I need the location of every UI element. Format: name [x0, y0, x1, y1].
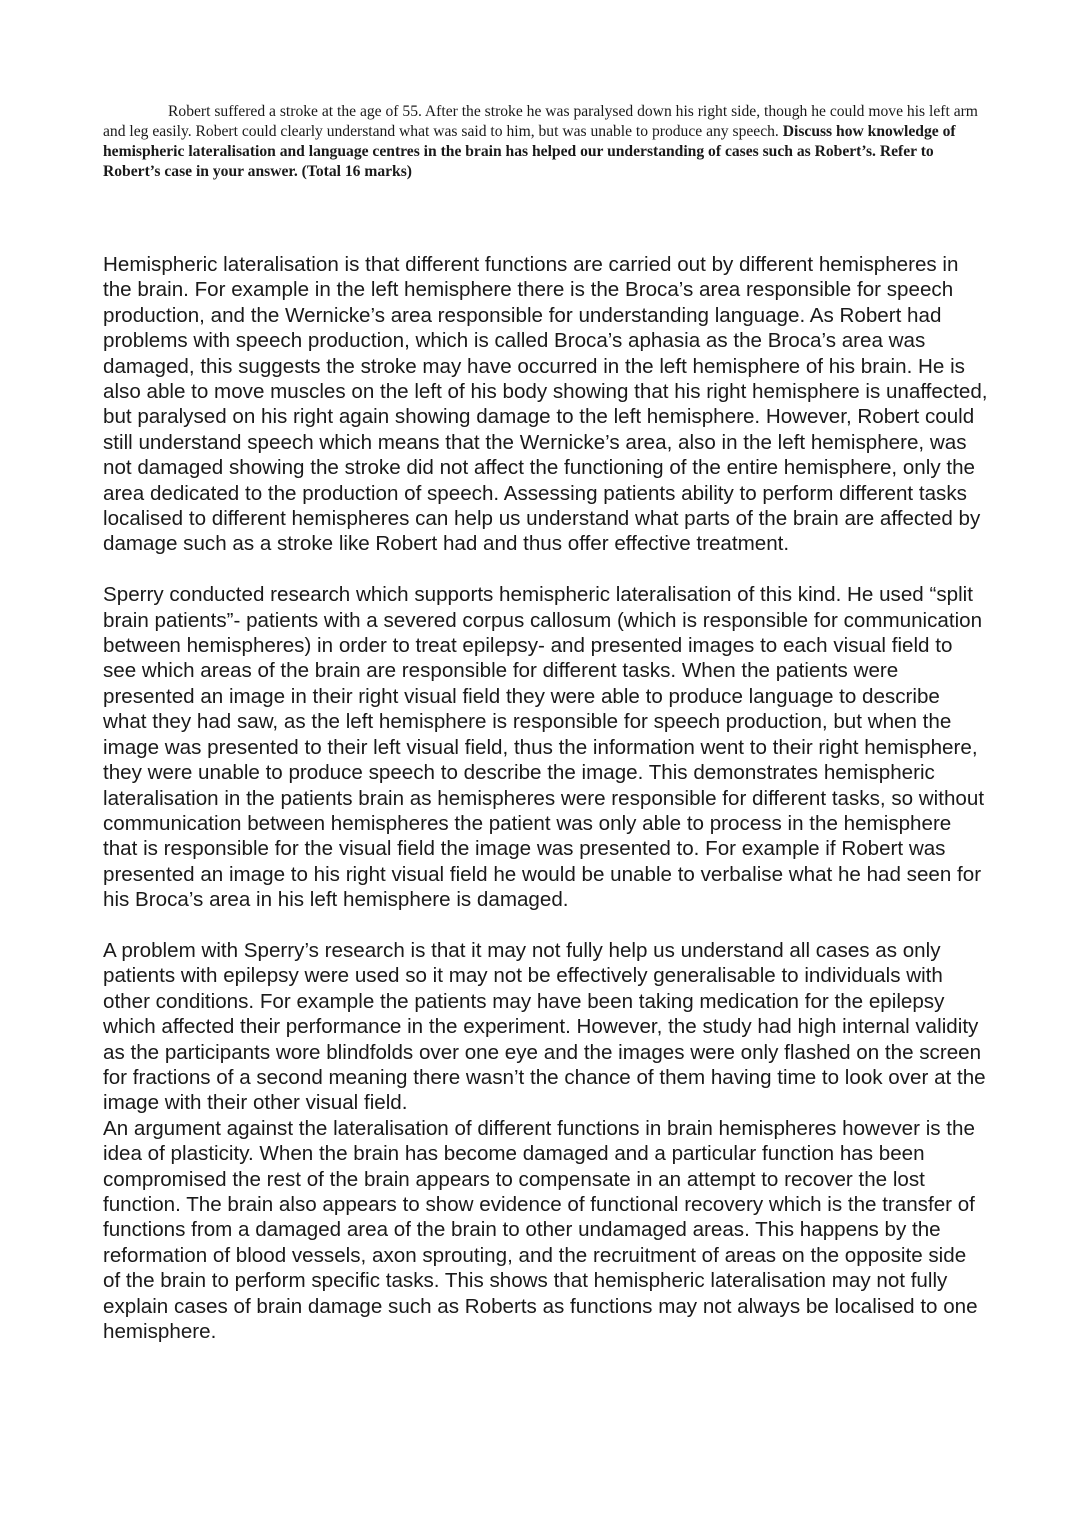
- exam-question: [103, 102, 983, 182]
- answer-paragraph-1: Hemispheric lateralisation is that different functions are carried out by different hemispheres in the brain. For example in the left hemisphere there is the Broca’s area responsible for speech production, and the Wernicke’s area responsible for understanding language. As Robert had problems with speech production, which is called Broca’s aphasia as the Broca’s area was damaged, this suggests the stroke may have occurred in the left hemisphere of his brain. He is also able to move muscles on the left of his body showing that his right hemisphere is unaffected, but paralysed on his right again showing damage to the left hemisphere. However, Robert could still understand speech which means that the Wernicke’s area, also in the left hemisphere, was not damaged showing the stroke did not affect the functioning of the entire hemisphere, only the area dedicated to the production of speech. Assessing patients ability to perform different tasks localised to different hemispheres can help us understand what parts of the brain are affected by damage such as a stroke like Robert had and thus offer effective treatment.: [103, 253, 988, 556]
- question-task: Discuss how knowledge of hemispheric lateralisation and language centres in the brain has helped our understanding of cases such as Robert’s. Refer to Robert’s case in your answer. (Total 16 marks): [103, 123, 956, 180]
- answer-paragraph-3: A problem with Sperry’s research is that it may not fully help us understand all cases as only patients with epilepsy were used so it may not be effectively generalisable to individuals with other conditions. For example the patients may have been taking medication for the epilepsy which affected their performance in the experiment. However, the study had high internal validity as the participants wore blindfolds over one eye and the images were only flashed on the screen for fractions of a second meaning there wasn’t the chance of them having time to look over at the image with their other visual field.: [103, 938, 986, 1115]
- answer-paragraph-4: An argument against the lateralisation of different functions in brain hemispheres however is the idea of plasticity. When the brain has become damaged and a particular function has been compromised the rest of the brain appears to compensate in an attempt to recover the lost function. The brain also appears to show evidence of functional recovery which is the transfer of functions from a damaged area of the brain to other undamaged areas. This happens by the reformation of blood vessels, axon sprouting, and the recruitment of areas on the opposite side of the brain to perform specific tasks. This shows that hemispheric lateralisation may not fully explain cases of brain damage such as Roberts as functions may not always be localised to one hemisphere.: [103, 1116, 978, 1344]
- essay-answer: [103, 252, 988, 1344]
- answer-paragraph-2: Sperry conducted research which supports hemispheric lateralisation of this kind. He used “split brain patients”- patients with a severed corpus callosum (which is responsible for communication between hemispheres) in order to treat epilepsy- and presented images to each visual field to see which areas of the brain are responsible for different tasks. When the patients were presented an image in their right visual field they were able to produce language to describe what they had saw, as the left hemisphere is responsible for speech production, but when the image was presented to their left visual field, thus the information went to their right hemisphere, they were unable to produce speech to describe the image. This demonstrates hemispheric lateralisation in the patients brain as hemispheres were responsible for different tasks, so without communication between hemispheres the patient was only able to process in the hemisphere that is responsible for the visual field the image was presented to. For example if Robert was presented an image to his right visual field he would be unable to verbalise what he had seen for his Broca’s area in his left hemisphere is damaged.: [103, 583, 985, 912]
- question-intro: Robert suffered a stroke at the age of 55. After the stroke he was paralysed down his right side, though he could move his left arm and leg easily. Robert could clearly understand what was said to him, but was unable to produce any speech.: [103, 103, 978, 140]
